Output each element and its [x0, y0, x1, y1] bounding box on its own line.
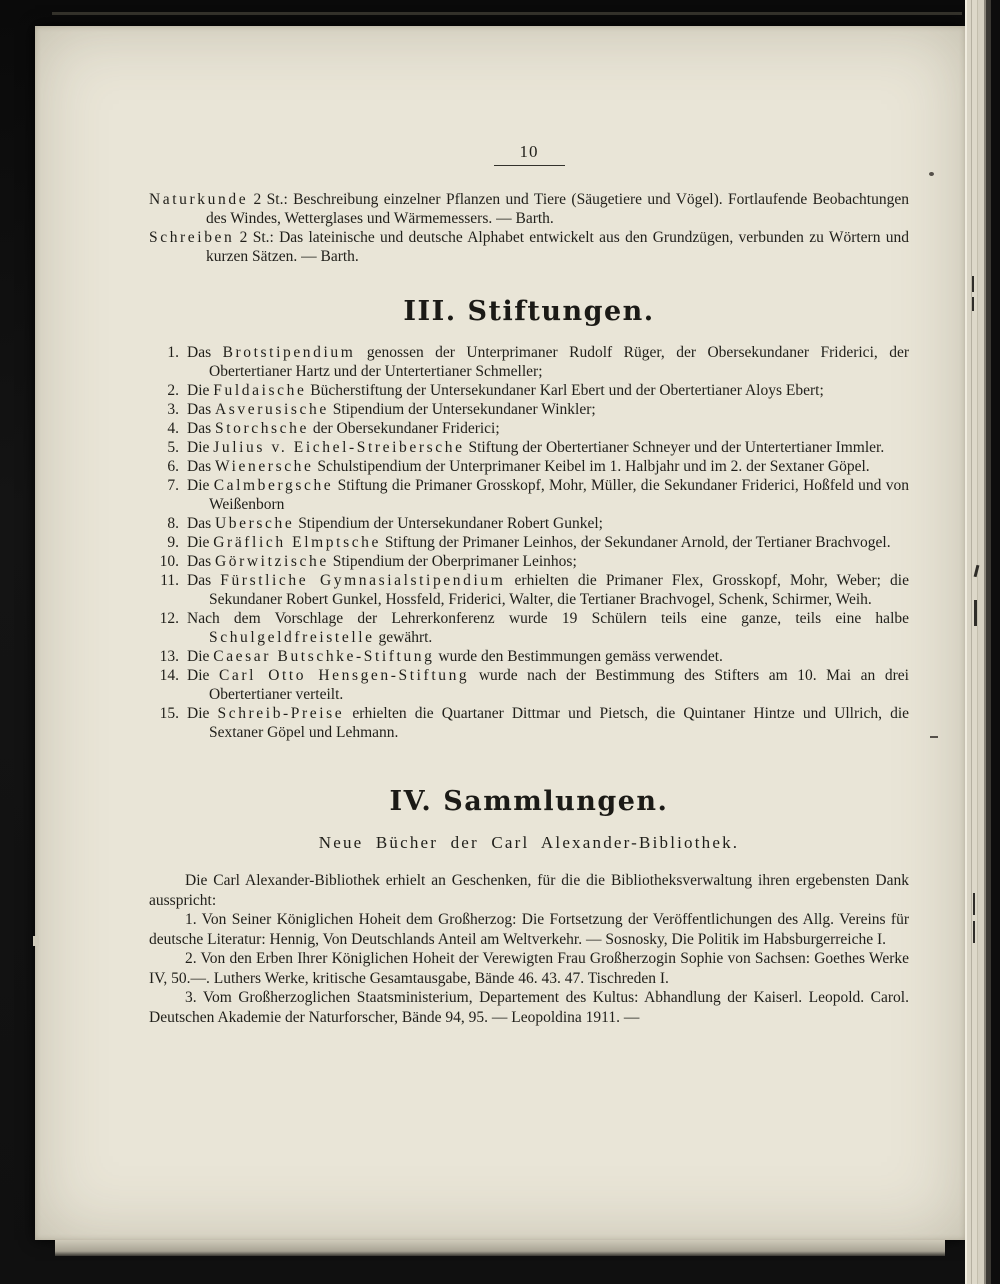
item-term: Gräflich Elmptsche [213, 534, 382, 551]
item-text-pre: Die [187, 477, 214, 494]
item-text-pre: Das [187, 401, 215, 418]
item-number: 14. [159, 667, 179, 684]
item-term: Calmbergsche [213, 477, 334, 494]
stiftung-item [149, 419, 909, 438]
curriculum-entries [149, 190, 909, 266]
scan-artifact [972, 297, 974, 311]
stiftung-item [149, 381, 909, 400]
item-number: 7. [167, 477, 179, 494]
curriculum-entry [149, 228, 909, 266]
item-text-post: wurde den Bestimmungen gemäss verwendet. [434, 648, 723, 665]
item-text-pre: Die [187, 534, 214, 551]
stiftung-item [149, 476, 909, 514]
stiftung-item [149, 552, 909, 571]
item-term: Wienersche [214, 458, 314, 475]
paragraph: 2. Von den Erben Ihrer Königlichen Hoheit der Verewigten Frau Großherzogin Sophie von Sachsen: Goethes Werke IV, 50.—. Luthers Werke, kritische Gesamtausgabe, Bände 46. 43. 47. Tischreden I. [149, 950, 909, 987]
section-heading-sammlungen: IV. Sammlungen. [389, 786, 669, 817]
item-text-pre: Das [187, 553, 215, 570]
stiftung-item [149, 666, 909, 704]
page-number-row [149, 142, 909, 166]
scan-artifact [974, 600, 977, 626]
item-text-pre: Das [187, 420, 215, 437]
item-term: Asverusische [214, 401, 329, 418]
item-term: Schulgeldfreistelle [209, 629, 375, 646]
item-number: 9. [167, 534, 179, 551]
stiftung-item [149, 533, 909, 552]
paragraph: 1. Von Seiner Königlichen Hoheit dem Großherzog: Die Fortsetzung der Veröffentlichungen des Allg. Vereins für deutsche Literatur: Hennig, Von Deutschlands Anteil am Weltverkehr. — Sosnosky, Die Politik im Habsburgerreiche I. [149, 911, 909, 948]
item-text-pre: Die [187, 667, 219, 684]
item-term: Caesar Butschke-Stiftung [213, 648, 435, 665]
item-term: Storchsche [214, 420, 309, 437]
item-text-pre: Das [187, 458, 215, 475]
item-number: 8. [167, 515, 179, 532]
item-number: 5. [167, 439, 179, 456]
paragraph: 3. Vom Großherzoglichen Staatsministerium, Departement des Kultus: Abhandlung der Kaiserl. Leopold. Carol. Deutschen Akademie der Naturforscher, Bände 94, 95. — Leopoldina 1911. — [149, 989, 909, 1026]
item-text-pre: Die [187, 705, 218, 722]
item-text-post: Schulstipendium der Unterprimaner Keibel im 1. Halbjahr und im 2. der Sextaner Göpel. [313, 458, 870, 475]
item-text-pre: Nach dem Vorschlage der Lehrerkonferenz wurde 19 Schülern teils eine ganze, teils eine halbe [187, 610, 909, 627]
item-term: Schreib-Preise [217, 705, 345, 722]
item-text-post: Stipendium der Untersekundaner Winkler; [328, 401, 596, 418]
item-text-post: Bücherstiftung der Untersekundaner Karl Ebert und der Obertertianer Aloys Ebert; [306, 382, 824, 399]
subject-term: Schreiben [149, 229, 235, 246]
item-term: Julius v. Eichel-Streibersche [213, 439, 465, 456]
item-number: 6. [167, 458, 179, 475]
item-text-post: gewährt. [374, 629, 433, 646]
scan-artifact [973, 893, 975, 915]
page-stack-bottom-edge [55, 1240, 945, 1256]
section-heading-stiftungen: III. Stiftungen. [403, 296, 655, 327]
item-text-post: genossen der Unterprimaner Rudolf Rüger, der Obersekundaner Friderici, der Obertertianer Hartz und der Untertertianer Schmeller; [209, 344, 909, 380]
scan-artifact [33, 936, 39, 946]
book-page [35, 26, 965, 1240]
item-text-post: der Obersekundaner Friderici; [309, 420, 500, 437]
item-number: 2. [167, 382, 179, 399]
item-number: 4. [167, 420, 179, 437]
item-text-post: Stiftung der Obertertianer Schneyer und der Untertertianer Immler. [464, 439, 885, 456]
scan-artifact [973, 921, 975, 943]
stiftung-item [149, 704, 909, 742]
stiftung-item [149, 647, 909, 666]
stiftungen-list [149, 343, 909, 742]
subject-text: Beschreibung einzelner Pflanzen und Tiere (Säugetiere und Vögel). Fortlaufende Beobachtungen des Windes, Wetterglases und Wärmemessers. — Barth. [206, 191, 909, 227]
item-text-post: erhielten die Quartaner Dittmar und Pietsch, die Quintaner Hintze und Ullrich, die Sextaner Göpel und Lehmann. [209, 705, 910, 741]
item-number: 3. [167, 401, 179, 418]
item-text-pre: Das [187, 344, 223, 361]
item-term: Brotstipendium [222, 344, 356, 361]
page-stack-fore-edge [965, 0, 1000, 1284]
stiftung-item [149, 514, 909, 533]
item-text-post: Stipendium der Oberprimaner Leinhos; [328, 553, 577, 570]
stiftung-item [149, 343, 909, 381]
item-number: 1. [167, 344, 179, 361]
subject-hours: 2 St.: [248, 191, 294, 208]
stiftung-item [149, 457, 909, 476]
item-text-post: wurde nach der Bestimmung des Stifters am 10. Mai an drei Obertertianer verteilt. [209, 667, 909, 703]
subsection-heading-neue-buecher: Neue Bücher der Carl Alexander-Bibliothek. [318, 833, 740, 852]
item-number: 11. [160, 572, 179, 589]
item-number: 13. [159, 648, 179, 665]
curriculum-entry [149, 190, 909, 228]
stiftung-item [149, 609, 909, 647]
item-text-post: Stiftung der Primaner Leinhos, der Sekundaner Arnold, der Tertianer Brachvogel. [381, 534, 891, 551]
subject-term: Naturkunde [149, 191, 249, 208]
item-text-post: Stipendium der Untersekundaner Robert Gunkel; [294, 515, 603, 532]
page-stack-top-edge [52, 12, 962, 15]
subject-text: Das lateinische und deutsche Alphabet entwickelt aus den Grundzügen, verbunden zu Wörtern und kurzen Sätzen. — Barth. [206, 229, 909, 265]
item-text-pre: Das [187, 572, 221, 589]
subject-hours: 2 St.: [234, 229, 280, 246]
item-number: 10. [159, 553, 179, 570]
scan-artifact [929, 172, 934, 176]
stiftung-item [149, 438, 909, 457]
scan-artifact [972, 276, 974, 292]
item-text-pre: Das [187, 515, 215, 532]
item-text-pre: Die [187, 439, 214, 456]
page-number: 10 [494, 142, 565, 166]
item-text-pre: Die [187, 382, 214, 399]
page-content [35, 26, 965, 1027]
item-term: Carl Otto Hensgen-Stiftung [218, 667, 470, 684]
stiftung-item [149, 571, 909, 609]
stiftung-item [149, 400, 909, 419]
scan-artifact [930, 736, 938, 738]
item-text-pre: Die [187, 648, 214, 665]
item-term: Ubersche [214, 515, 295, 532]
item-term: Fuldaische [213, 382, 307, 399]
paragraph: Die Carl Alexander-Bibliothek erhielt an Geschenken, für die die Bibliotheksverwaltung ihren ergebensten Dank ausspricht: [149, 872, 909, 909]
item-text-post: erhielten die Primaner Flex, Grosskopf, Mohr, Weber; die Sekundaner Robert Gunkel, Hossfeld, Friderici, Walter, die Tertianer Brachvogel, Schenk, Schirmer, Weih. [209, 572, 909, 608]
item-term: Görwitzische [214, 553, 329, 570]
item-number: 15. [159, 705, 179, 722]
item-text-post: Stiftung die Primaner Grosskopf, Mohr, Müller, die Sekundaner Friderici, Hoßfeld und von Weißenborn [209, 477, 909, 513]
item-term: Fürstliche Gymnasialstipendium [220, 572, 506, 589]
item-number: 12. [159, 610, 179, 627]
